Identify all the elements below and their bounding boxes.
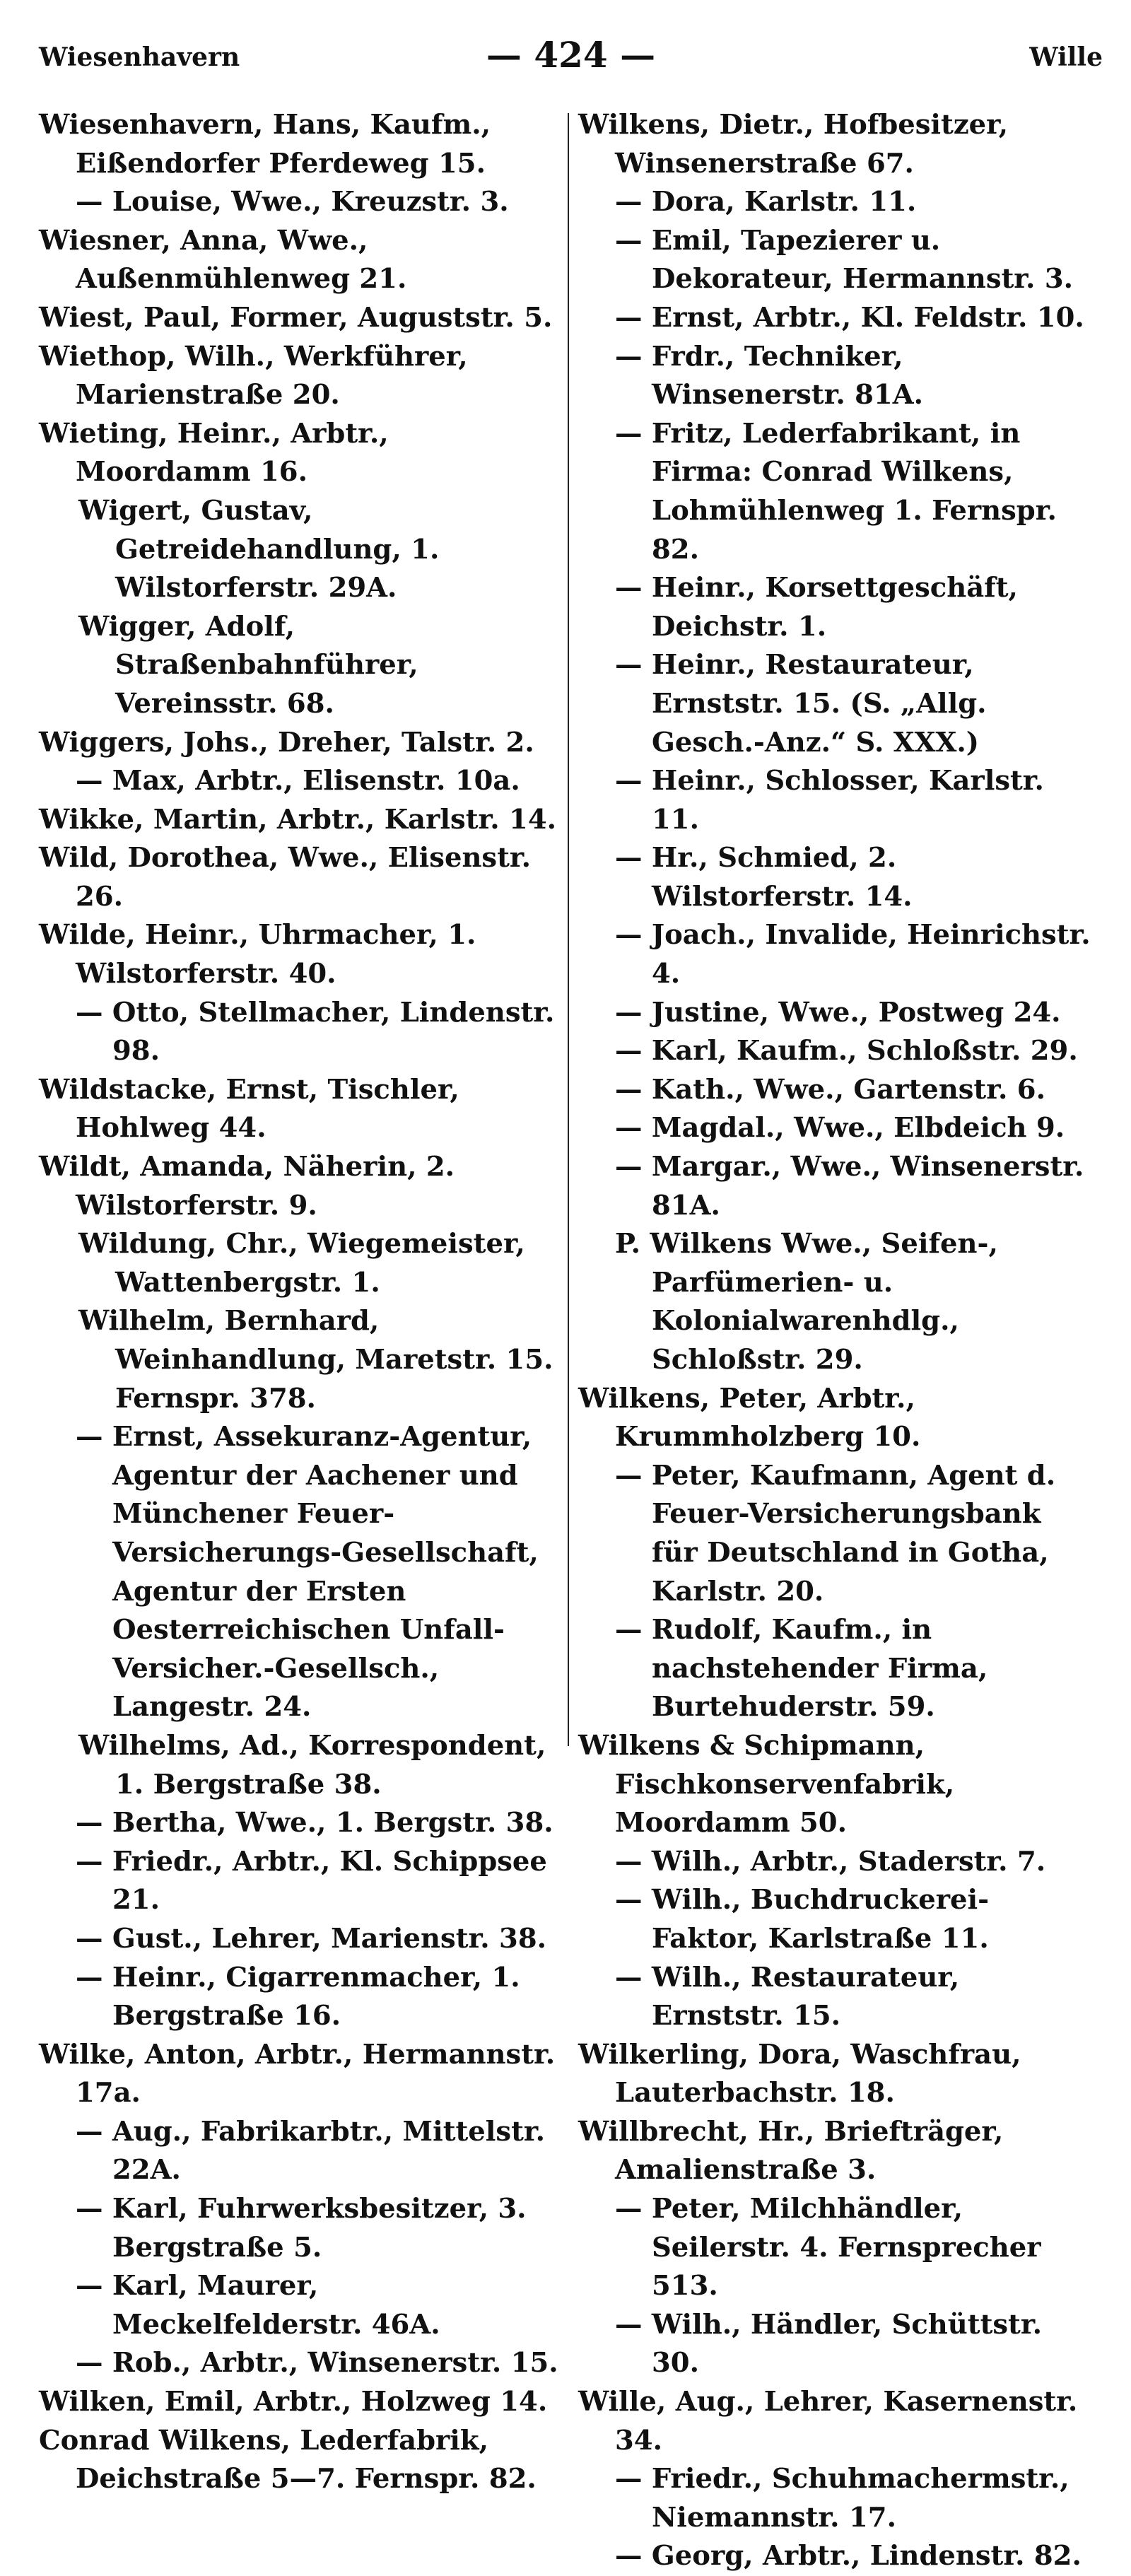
directory-entry: Wiethop, Wilh., Werkführer, Marienstraße 20. bbox=[39, 340, 468, 411]
directory-entry: — Bertha, Wwe., 1. Bergstr. 38. bbox=[76, 1807, 553, 1839]
directory-entry: Conrad Wilkens, Lederfabrik, Deichstraße 5—7. Fernspr. 82. bbox=[39, 2424, 537, 2495]
directory-entry: — Heinr., Cigarrenmacher, 1. Bergstraße 16. bbox=[76, 1961, 520, 2032]
directory-entry: Wikke, Martin, Arbtr., Karlstr. 14. bbox=[39, 803, 557, 836]
directory-entry: — Heinr., Schlosser, Karlstr. 11. bbox=[615, 765, 1044, 836]
directory-entry: Wilkens, Dietr., Hofbesitzer, Winsenerstraße 67. bbox=[578, 109, 1009, 180]
directory-entry: Wiesenhavern, Hans, Kaufm., Eißendorfer Pferdeweg 15. bbox=[39, 109, 491, 180]
directory-entry: Wigert, Gustav, Getreidehandlung, 1. Wilstorferstr. 29A. bbox=[78, 494, 440, 604]
directory-entry: — Hr., Schmied, 2. Wilstorferstr. 14. bbox=[615, 842, 913, 913]
left-column bbox=[39, 106, 558, 2495]
directory-entry: — Karl, Fuhrwerksbesitzer, 3. Bergstraße 5. bbox=[76, 2193, 527, 2264]
directory-entry: — Rudolf, Kaufm., in nachstehender Firma, Burtehuderstr. 59. bbox=[615, 1614, 988, 1723]
directory-entry: — Joach., Invalide, Heinrichstr. 4. bbox=[615, 919, 1091, 990]
directory-entry: Wildt, Amanda, Näherin, 2. Wilstorferstr. 9. bbox=[39, 1151, 455, 1222]
right-column bbox=[578, 106, 1094, 2572]
directory-entry: Wieting, Heinr., Arbtr., Moordamm 16. bbox=[39, 417, 389, 488]
directory-entry: — Friedr., Schuhmachermstr., Niemannstr. 17. bbox=[615, 2463, 1070, 2534]
directory-entry: — Otto, Stellmacher, Lindenstr. 98. bbox=[76, 996, 555, 1067]
directory-entry: Wiest, Paul, Former, Auguststr. 5. bbox=[39, 301, 553, 334]
column-divider bbox=[568, 113, 569, 1746]
directory-entry: — Wilh., Restaurateur, Ernststr. 15. bbox=[615, 1961, 960, 2032]
directory-entry: Wilde, Heinr., Uhrmacher, 1. Wilstorferstr. 40. bbox=[39, 919, 476, 990]
directory-entry: — Karl, Maurer, Meckelfelderstr. 46A. bbox=[76, 2270, 440, 2341]
directory-entry: P. Wilkens Wwe., Seifen-, Parfümerien- u. Kolonialwarenhdlg., Schloßstr. 29. bbox=[615, 1228, 998, 1376]
directory-entry: — Friedr., Arbtr., Kl. Schippsee 21. bbox=[76, 1845, 547, 1916]
directory-entry: Wilken, Emil, Arbtr., Holzweg 14. bbox=[39, 2386, 548, 2418]
directory-entry: Wildung, Chr., Wiegemeister, Wattenbergstr. 1. bbox=[78, 1228, 525, 1299]
directory-entry: — Kath., Wwe., Gartenstr. 6. bbox=[615, 1073, 1045, 1106]
directory-entry: — Dora, Karlstr. 11. bbox=[615, 186, 917, 218]
directory-entry: Wiesner, Anna, Wwe., Außenmühlenweg 21. bbox=[39, 224, 407, 295]
directory-entry: Willbrecht, Hr., Briefträger, Amalienstraße 3. bbox=[578, 2115, 1004, 2186]
directory-entry: — Frdr., Techniker, Winsenerstr. 81A. bbox=[615, 340, 923, 411]
directory-entry: — Margar., Wwe., Winsenerstr. 81A. bbox=[615, 1151, 1084, 1222]
directory-entry: — Justine, Wwe., Postweg 24. bbox=[615, 996, 1061, 1029]
directory-entry: — Emil, Tapezierer u. Dekorateur, Hermannstr. 3. bbox=[615, 224, 1074, 295]
directory-entry: Wilkens & Schipmann, Fischkonservenfabrik, Moordamm 50. bbox=[578, 1729, 955, 1839]
directory-entry: Wilkerling, Dora, Waschfrau, Lauterbachstr. 18. bbox=[578, 2038, 1021, 2109]
directory-entry: — Karl, Kaufm., Schloßstr. 29. bbox=[615, 1035, 1078, 1067]
directory-entry: Wildstacke, Ernst, Tischler, Hohlweg 44. bbox=[39, 1073, 459, 1144]
directory-entry: — Georg, Arbtr., Lindenstr. 82. bbox=[615, 2540, 1082, 2572]
directory-entry: — Fritz, Lederfabrikant, in Firma: Conrad Wilkens, Lohmühlenweg 1. Fernspr. 82. bbox=[615, 417, 1057, 566]
page-number: — 424 — bbox=[486, 34, 656, 76]
directory-entry: — Ernst, Arbtr., Kl. Feldstr. 10. bbox=[615, 301, 1084, 334]
directory-entry: — Rob., Arbtr., Winsenerstr. 15. bbox=[76, 2347, 558, 2379]
directory-entry: Wild, Dorothea, Wwe., Elisenstr. 26. bbox=[39, 842, 532, 913]
directory-entry: — Heinr., Restaurateur, Ernststr. 15. (S. „Allg. Gesch.-Anz.“ S. XXX.) bbox=[615, 649, 987, 759]
header-right-catchword: Wille bbox=[1029, 42, 1103, 72]
directory-entry: Wilhelms, Ad., Korrespondent, 1. Bergstraße 38. bbox=[78, 1729, 546, 1801]
directory-entry: — Wilh., Arbtr., Staderstr. 7. bbox=[615, 1845, 1046, 1878]
header-left-catchword: Wiesenhavern bbox=[39, 42, 240, 72]
directory-entry: Wilhelm, Bernhard, Weinhandlung, Maretstr. 15. Fernspr. 378. bbox=[78, 1305, 553, 1415]
directory-entry: Wilkens, Peter, Arbtr., Krummholzberg 10. bbox=[578, 1382, 921, 1453]
directory-entry: — Aug., Fabrikarbtr., Mittelstr. 22A. bbox=[76, 2115, 546, 2186]
directory-entry: — Wilh., Buchdruckerei-Faktor, Karlstraße 11. bbox=[615, 1884, 990, 1955]
directory-entry: — Peter, Milchhändler, Seilerstr. 4. Fernsprecher 513. bbox=[615, 2193, 1041, 2302]
directory-entry: Wille, Aug., Lehrer, Kasernenstr. 34. bbox=[578, 2386, 1078, 2457]
directory-entry: — Gust., Lehrer, Marienstr. 38. bbox=[76, 1922, 547, 1955]
directory-entry: — Peter, Kaufmann, Agent d. Feuer-Versicherungsbank für Deutschland in Gotha, Karlstr. 20. bbox=[615, 1459, 1056, 1608]
directory-entry: — Max, Arbtr., Elisenstr. 10a. bbox=[76, 765, 520, 797]
directory-entry: — Heinr., Korsettgeschäft, Deichstr. 1. bbox=[615, 572, 1018, 643]
directory-entry: — Louise, Wwe., Kreuzstr. 3. bbox=[76, 186, 509, 218]
directory-entry: — Wilh., Händler, Schüttstr. 30. bbox=[615, 2308, 1042, 2379]
directory-entry: — Ernst, Assekuranz-Agentur, Agentur der Aachener und Münchener Feuer-Versicherungs-Gesellschaft, Agentur der Ersten Oesterreichischen Unfall-Versicher.-Gesellsch., Langestr. 24. bbox=[76, 1421, 539, 1723]
directory-entry: — Magdal., Wwe., Elbdeich 9. bbox=[615, 1112, 1065, 1144]
directory-entry: Wilke, Anton, Arbtr., Hermannstr. 17a. bbox=[39, 2038, 556, 2109]
directory-entry: Wigger, Adolf, Straßenbahnführer, Vereinsstr. 68. bbox=[78, 610, 418, 720]
running-head bbox=[39, 34, 1103, 83]
directory-entry: Wiggers, Johs., Dreher, Talstr. 2. bbox=[39, 726, 534, 759]
